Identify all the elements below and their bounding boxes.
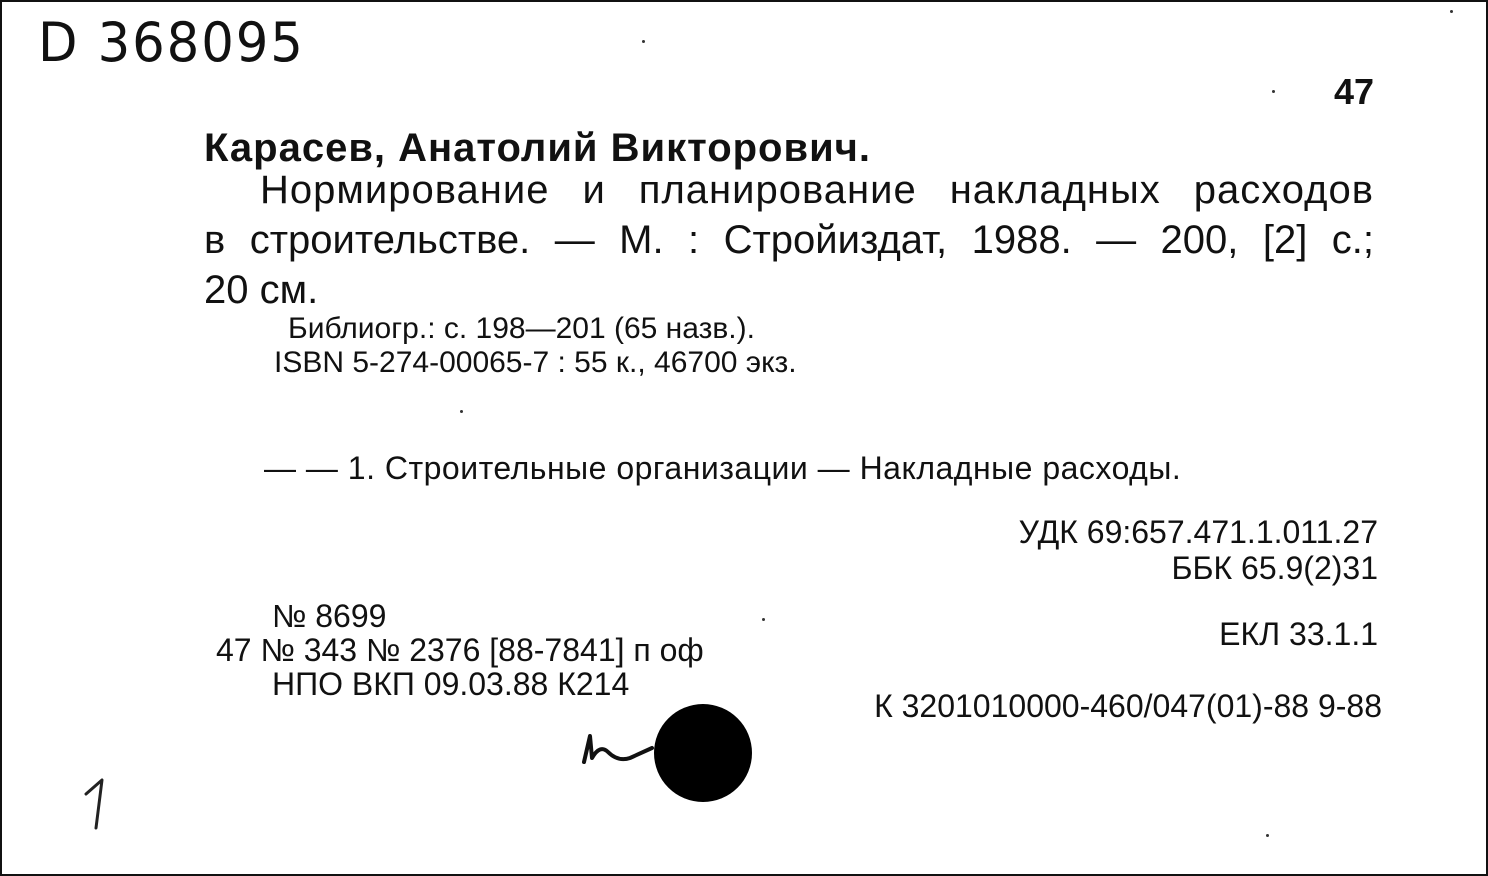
k-code: К 3201010000-460/047(01)-88 9-88 xyxy=(874,688,1382,724)
publisher-code: НПО ВКП 09.03.88 К214 xyxy=(272,666,630,702)
title-line-3: 20 см. xyxy=(204,268,319,312)
pencil-slash-icon xyxy=(80,774,120,834)
bbk-code: ББК 65.9(2)31 xyxy=(1171,550,1378,586)
udk-code: УДК 69:657.471.1.011.27 xyxy=(1018,514,1378,550)
author-name: Карасев, Анатолий Викторович. xyxy=(204,126,872,170)
title-line-1: Нормирование и планирование накладных расходов xyxy=(260,168,1374,212)
bibliography-note: Библиогр.: с. 198—201 (65 назв.). xyxy=(288,312,755,345)
isbn-line: ISBN 5-274-00065-7 : 55 к., 46700 экз. xyxy=(274,346,797,379)
speck xyxy=(1272,90,1275,93)
speck xyxy=(642,40,645,43)
pen-scribble-icon xyxy=(578,722,658,772)
title-line-2: в строительстве. — М. : Стройиздат, 1988. — 200, [2] с.; xyxy=(204,218,1374,262)
punch-hole-icon xyxy=(654,704,752,802)
handwritten-call-number: D 368095 xyxy=(38,11,305,74)
speck xyxy=(1266,834,1269,837)
ekl-code: ЕКЛ 33.1.1 xyxy=(1219,616,1378,652)
speck xyxy=(762,618,765,621)
speck xyxy=(1450,10,1453,13)
order-number: № 8699 xyxy=(272,598,387,634)
page-number: 47 xyxy=(1333,71,1374,112)
subject-heading: — — 1. Строительные организации — Накладные расходы. xyxy=(264,450,1182,486)
speck xyxy=(460,410,463,413)
order-details: 47 № 343 № 2376 [88-7841] п оф xyxy=(216,632,704,668)
